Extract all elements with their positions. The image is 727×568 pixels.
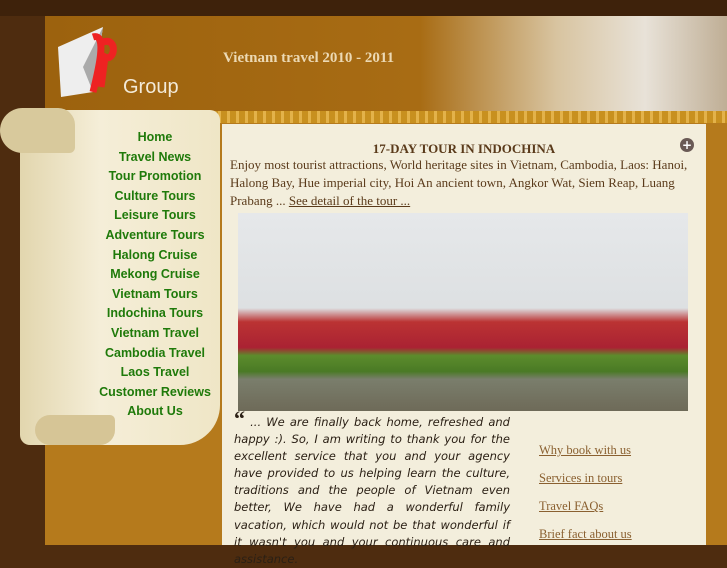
side-links: [539, 443, 632, 555]
tour-detail-link[interactable]: See detail of the tour ...: [288, 193, 411, 208]
menu-vietnam-travel[interactable]: Vietnam Travel: [110, 325, 199, 340]
link-why-book[interactable]: Why book with us: [539, 443, 632, 457]
feature-text: [230, 156, 692, 210]
scroll-curl-top: [0, 108, 75, 153]
link-services[interactable]: Services in tours: [539, 471, 623, 485]
menu-customer-reviews[interactable]: Customer Reviews: [99, 384, 211, 399]
main-menu: [95, 128, 215, 422]
menu-vietnam-tours[interactable]: Vietnam Tours: [112, 286, 198, 301]
menu-tour-promotion[interactable]: Tour Promotion: [108, 169, 202, 184]
decorative-trim: [185, 111, 727, 123]
menu-about-us[interactable]: About Us: [127, 404, 183, 419]
menu-home[interactable]: Home: [137, 130, 173, 144]
festival-photo: [238, 213, 688, 411]
logo-icon: [53, 22, 133, 102]
menu-travel-news[interactable]: Travel News: [118, 149, 192, 164]
testimonial-text: ... We are finally back home, refreshed and happy :). So, I am writing to thank you for the excellent service that you and your agency have provided to us helping learn the culture, traditions and the people of Vietnam even better, We have had a wonderful family vacation, which would not be that wonderful if it wasn't you and your continuous care and assistance.: [234, 415, 510, 566]
tagline: Vietnam travel 2010 - 2011: [223, 50, 395, 66]
menu-indochina-tours[interactable]: Indochina Tours: [106, 306, 204, 321]
feature-title: 17-DAY TOUR IN INDOCHINA: [372, 141, 556, 156]
menu-mekong-cruise[interactable]: Mekong Cruise: [110, 267, 200, 282]
plus-icon[interactable]: +: [681, 138, 693, 152]
quote-icon: “: [234, 406, 245, 431]
link-brief-fact[interactable]: Brief fact about us: [539, 527, 632, 541]
header-banner: [45, 16, 727, 111]
menu-adventure-tours[interactable]: Adventure Tours: [105, 227, 205, 242]
logo-text: Group: [123, 76, 179, 98]
menu-leisure-tours[interactable]: Leisure Tours: [114, 208, 196, 223]
link-faqs[interactable]: Travel FAQs: [539, 499, 604, 513]
menu-cambodia-travel[interactable]: Cambodia Travel: [104, 345, 206, 360]
top-band: [0, 0, 727, 16]
menu-culture-tours[interactable]: Culture Tours: [114, 188, 196, 203]
feature-description: Enjoy most tourist attractions, World heritage sites in Vietnam, Cambodia, Laos: Hanoi, Halong Bay, Hue imperial city, Hoi An ancient town, Angkor Wat, Siem Reap, Luang Prabang ...: [230, 157, 688, 208]
menu-halong-cruise[interactable]: Halong Cruise: [112, 247, 198, 262]
menu-laos-travel[interactable]: Laos Travel: [120, 365, 190, 380]
